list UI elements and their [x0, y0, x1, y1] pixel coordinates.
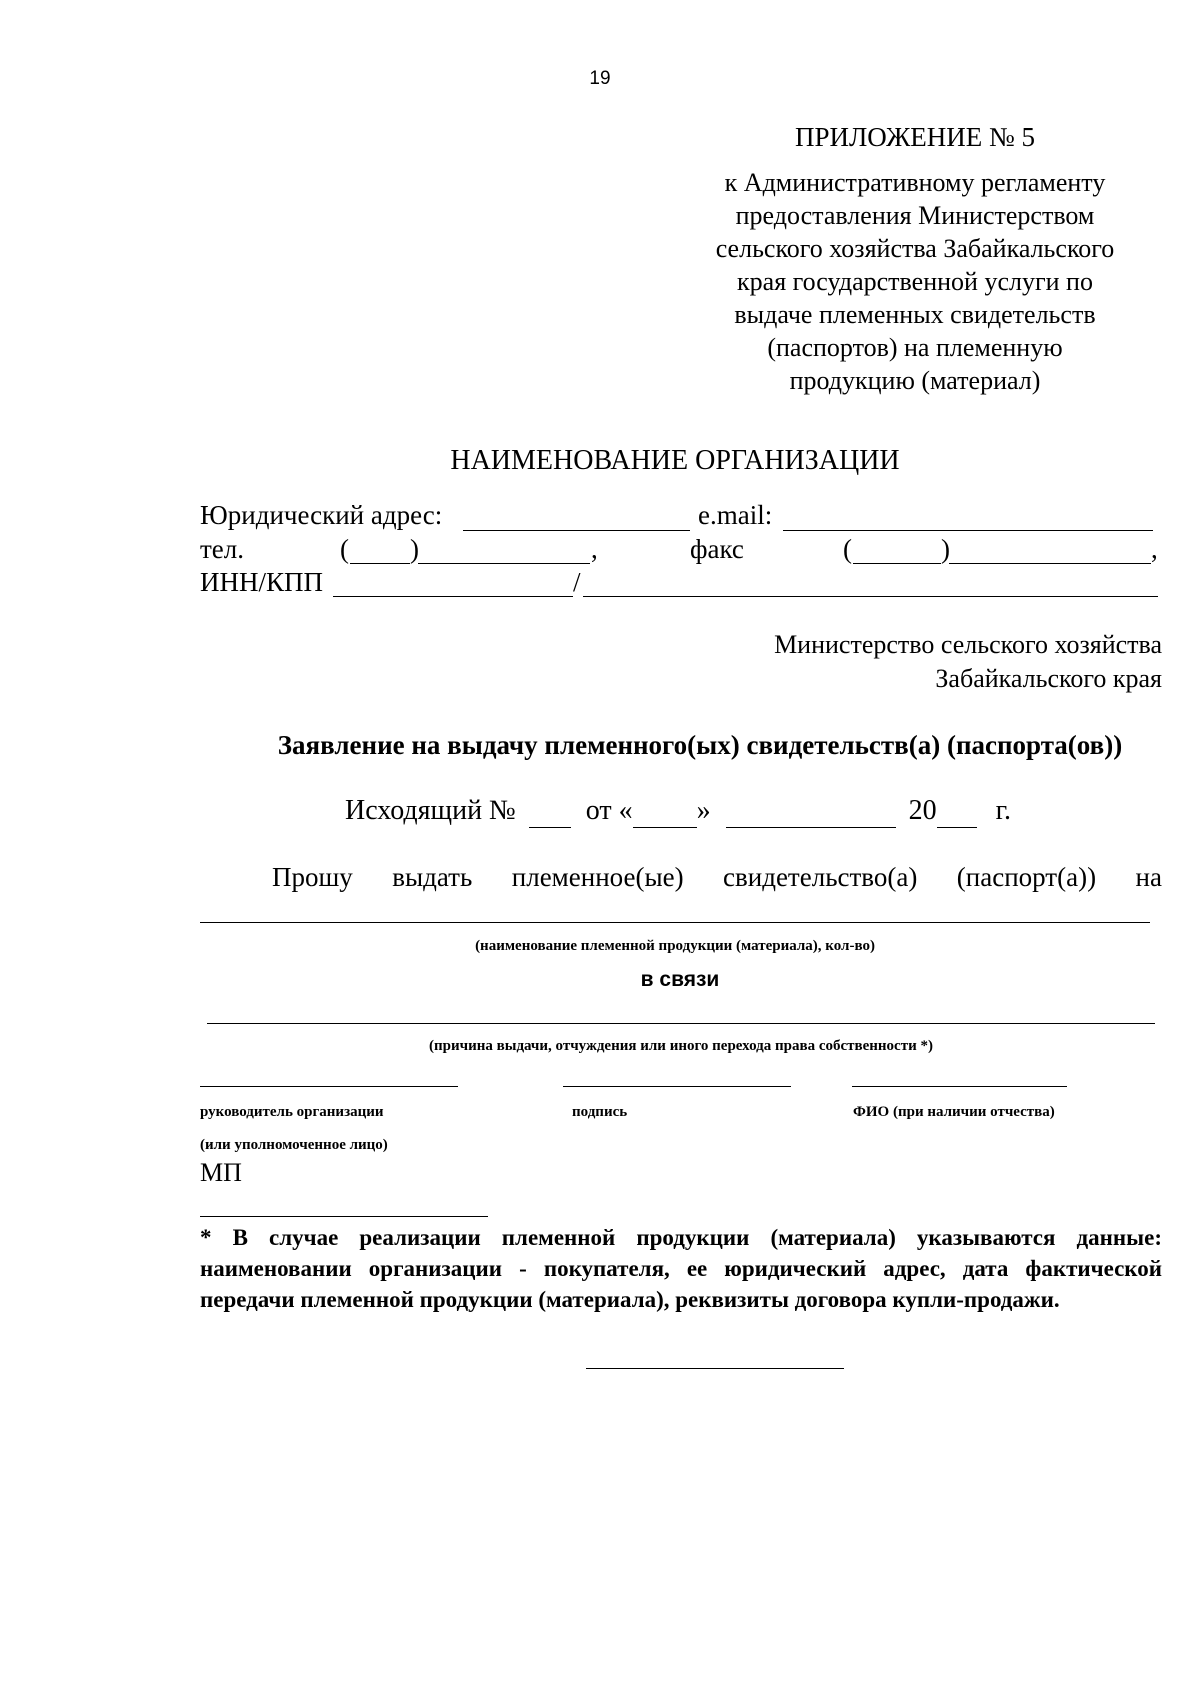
reason-field[interactable] [207, 1023, 1155, 1024]
page-number: 19 [589, 68, 611, 89]
recipient-line: Забайкальского края [935, 664, 1162, 693]
appendix-line: выдаче племенных свидетельств [734, 300, 1096, 329]
fax-code-field[interactable] [853, 563, 941, 564]
appendix-line: (паспортов) на племенную [767, 333, 1063, 362]
request-word: выдать [392, 862, 473, 892]
appendix-line: края государственной услуги по [737, 267, 1093, 296]
footnote-text: * В случае реализации племенной продукции (материала) указываются данные: наименовании организации - покупателя, ее юридический адрес, дата фактической передачи племенной продукции (материала), реквизиты договора купли-продажи. [200, 1225, 1162, 1312]
stamp-placeholder: МП [200, 1158, 242, 1187]
fax-label: факс [690, 534, 744, 564]
phone-code-field[interactable] [350, 563, 410, 564]
fax-number-field[interactable] [949, 563, 1151, 564]
month-field[interactable] [726, 795, 896, 828]
signature-label: подпись [572, 1104, 628, 1120]
from-label: от « [585, 795, 633, 826]
full-name-label: ФИО (при наличии отчества) [853, 1104, 1055, 1120]
statement-title: Заявление на выдачу племенного(ых) свидетельств(а) (паспорта(ов)) [277, 730, 1123, 760]
fax-comma: , [1151, 534, 1158, 564]
year-suffix: г. [995, 795, 1011, 826]
quote-close: » [696, 795, 711, 826]
year-field[interactable] [937, 795, 977, 828]
head-signature-line[interactable] [200, 1086, 458, 1087]
day-field[interactable] [633, 795, 697, 828]
footnote-separator [200, 1216, 488, 1217]
kpp-field[interactable] [583, 596, 1158, 597]
request-word: племенное(ые) [511, 862, 684, 892]
in-connection-label: в связи [640, 968, 720, 991]
fax-code-close-paren: ) [941, 534, 950, 564]
phone-label: тел. [200, 534, 245, 564]
phone-comma: , [591, 534, 598, 564]
appendix-line: продукцию (материал) [789, 366, 1041, 395]
legal-address-label: Юридический адрес: [200, 500, 443, 530]
inn-field[interactable] [333, 596, 573, 597]
appendix-line: предоставления Министерством [735, 201, 1095, 230]
request-word: свидетельство(а) [723, 862, 918, 892]
year-prefix: 20 [908, 795, 937, 826]
outgoing-number-label: Исходящий № [345, 795, 516, 826]
reason-caption: (причина выдачи, отчуждения или иного перехода права собственности *) [429, 1038, 933, 1054]
product-caption: (наименование племенной продукции (материала), кол-во) [475, 938, 875, 954]
inn-kpp-separator: / [573, 567, 581, 597]
head-of-organization-label: руководитель организации [200, 1104, 384, 1120]
phone-number-field[interactable] [418, 563, 590, 564]
request-word: (паспорт(а)) [956, 862, 1097, 892]
organization-name-heading: НАИМЕНОВАНИЕ ОРГАНИЗАЦИИ [450, 445, 900, 476]
legal-address-field[interactable] [463, 530, 690, 531]
authorized-person-label: (или уполномоченное лицо) [200, 1137, 388, 1153]
email-field[interactable] [783, 530, 1153, 531]
appendix-line: к Административному регламенту [724, 168, 1106, 197]
end-separator [586, 1368, 844, 1369]
email-label: e.mail: [698, 500, 773, 530]
phone-code-close-paren: ) [410, 534, 419, 564]
outgoing-number-field[interactable] [529, 795, 571, 828]
request-word: на [1135, 862, 1162, 892]
inn-kpp-label: ИНН/КПП [200, 567, 324, 597]
appendix-line: сельского хозяйства Забайкальского [715, 234, 1115, 263]
appendix-title: ПРИЛОЖЕНИЕ № 5 [794, 122, 1036, 152]
signature-line[interactable] [563, 1086, 791, 1087]
recipient-line: Министерство сельского хозяйства [774, 630, 1162, 659]
product-field[interactable] [200, 922, 1150, 923]
fax-code-open-paren: ( [843, 534, 852, 564]
phone-code-open-paren: ( [340, 534, 349, 564]
request-word: Прошу [272, 862, 353, 892]
request-line [200, 862, 1162, 893]
outgoing-number-row [345, 795, 1011, 828]
full-name-line[interactable] [852, 1086, 1067, 1087]
